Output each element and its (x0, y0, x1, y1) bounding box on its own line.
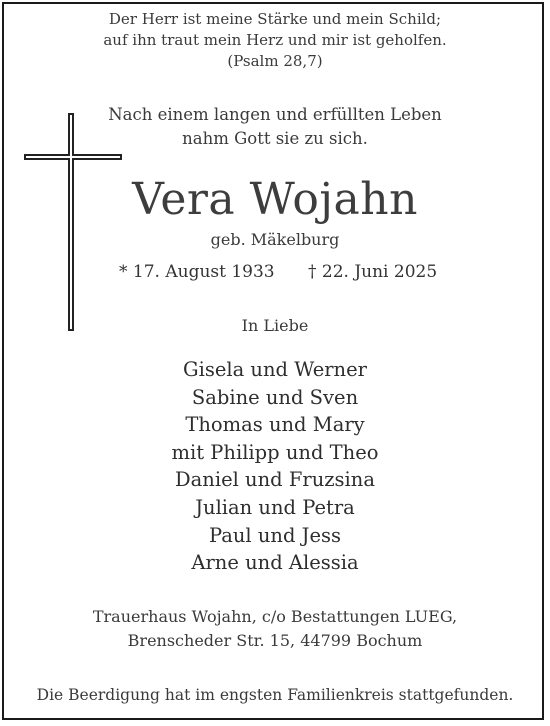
mourner-entry: Daniel und Fruzsina (175, 468, 375, 492)
mourner-entry: mit Philipp und Theo (171, 440, 379, 464)
verse-line-2: auf ihn traut mein Herz und mir ist geholfen. (103, 31, 447, 49)
bible-verse (0, 9, 550, 72)
address-line-2: Brenscheder Str. 15, 44799 Bochum (127, 631, 423, 650)
funeral-note: Die Beerdigung hat im engsten Familienkreis stattgefunden. (36, 686, 514, 704)
birth-name: geb. Mäkelburg (210, 230, 340, 249)
verse-line-1: Der Herr ist meine Stärke und mein Schild; (108, 10, 442, 28)
in-love-label: In Liebe (241, 316, 309, 335)
intro-line-2: nahm Gott sie zu sich. (182, 129, 368, 148)
deceased-name: Vera Wojahn (132, 174, 418, 225)
mourning-address (0, 605, 550, 653)
mourner-entry: Paul und Jess (208, 523, 342, 547)
mourner-entry: Sabine und Sven (191, 385, 359, 409)
birth-date: * 17. August 1933 (119, 262, 275, 282)
address-line-1: Trauerhaus Wojahn, c/o Bestattungen LUEG, (92, 607, 458, 626)
mourner-entry: Julian und Petra (195, 495, 355, 519)
mourner-entry: Arne und Alessia (191, 551, 359, 575)
verse-reference: (Psalm 28,7) (227, 52, 323, 70)
death-date: † 22. Juni 2025 (308, 262, 438, 282)
mourner-entry: Gisela und Werner (183, 358, 367, 381)
mourners-list (0, 356, 550, 577)
intro-line-1: Nach einem langen und erfüllten Leben (108, 105, 442, 124)
mourner-entry: Thomas und Mary (185, 413, 365, 437)
